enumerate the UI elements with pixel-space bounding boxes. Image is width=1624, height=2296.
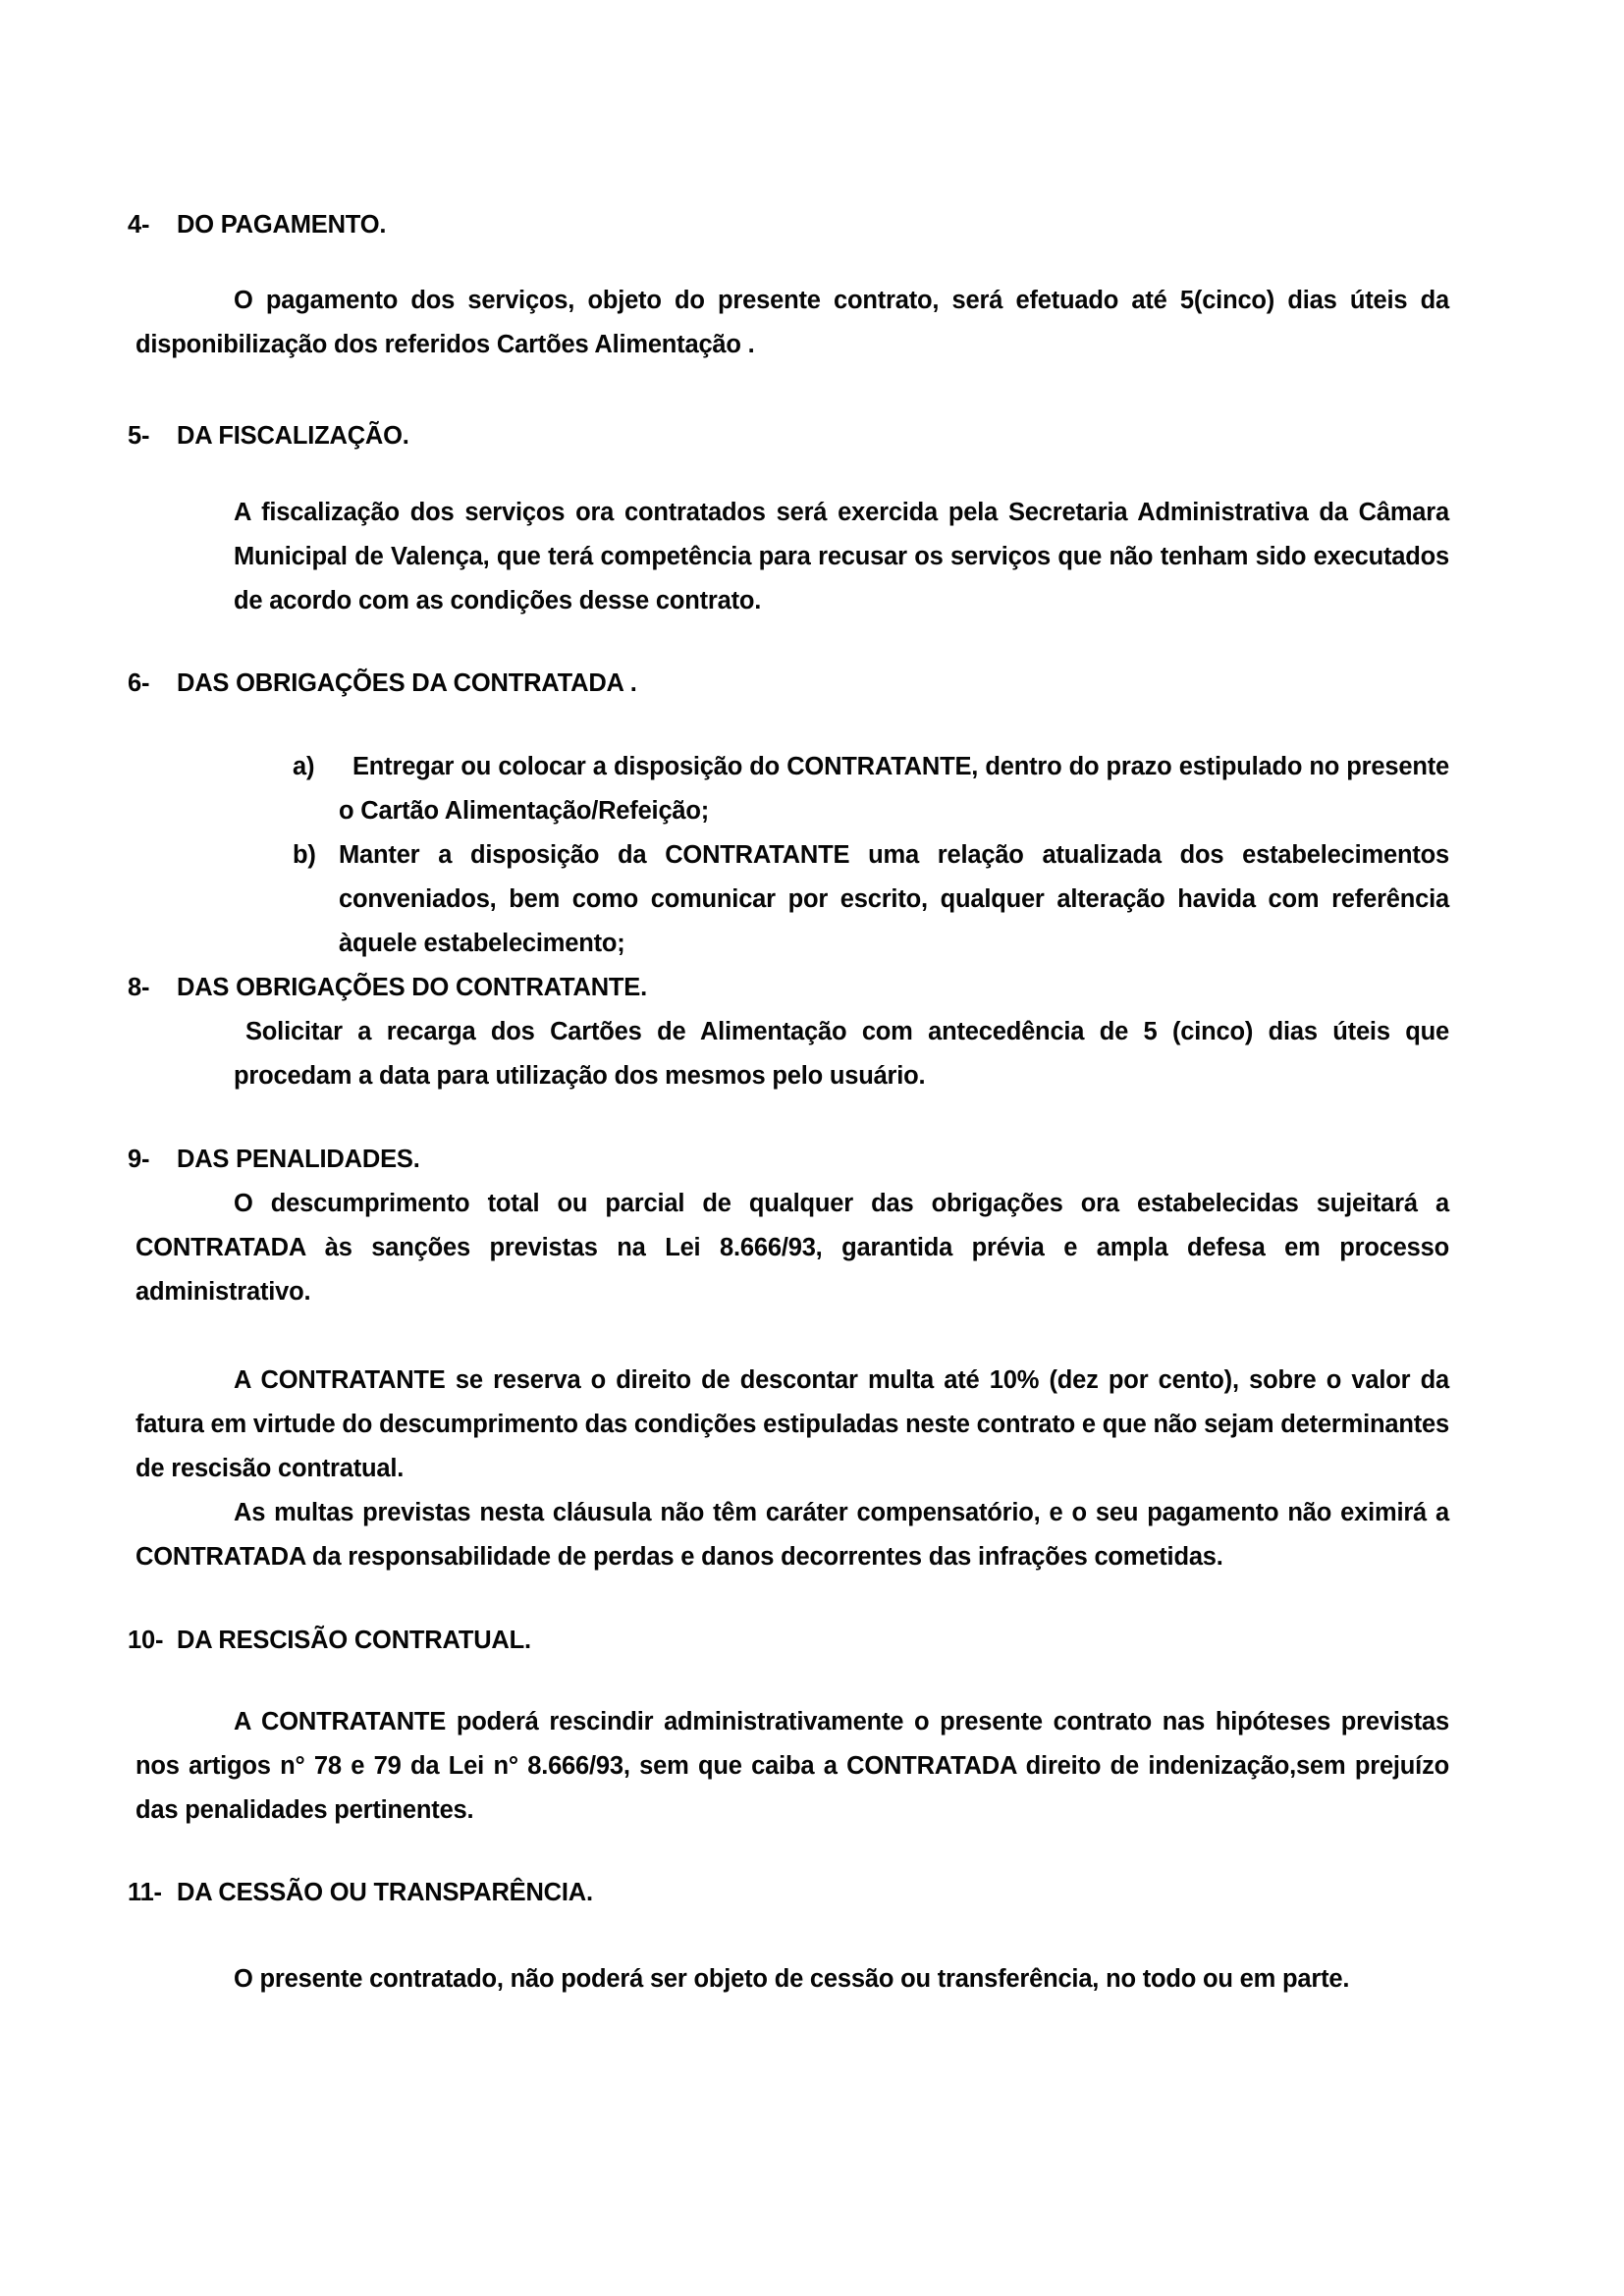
section-9-paragraph-3: As multas previstas nesta cláusula não têm caráter compensatório, e o seu pagamento não eximirá a CONTRATADA da responsabilidade de perdas e danos decorrentes das infrações cometidas. [135,1499,1449,1571]
list-item-a-text: Entregar ou colocar a disposição do CONTRATANTE, dentro do prazo estipulado no presente o Cartão Alimentação/Refeição; [339,753,1449,825]
list-item-b-marker: b) [293,841,316,869]
section-10-paragraph: A CONTRATANTE poderá rescindir administrativamente o presente contrato nas hipóteses previstas nos artigos n° 78 e 79 da Lei n° 8.666/93, sem que caiba a CONTRATADA direito de indenização,sem prejuízo das penalidades pertinentes. [135,1708,1449,1824]
section-10-number: 10- [128,1627,164,1654]
section-9-paragraph-1: O descumprimento total ou parcial de qualquer das obrigações ora estabelecidas sujeitará a CONTRATADA às sanções previstas na Lei 8.666/93, garantida prévia e ampla defesa em processo administrativo. [135,1190,1449,1306]
list-item-a [293,745,1449,833]
section-4-number: 4- [128,211,150,239]
section-6-title: DAS OBRIGAÇÕES DA CONTRATADA . [177,669,637,697]
section-5-number: 5- [128,422,150,450]
section-8-number: 8- [128,974,150,1001]
section-6-heading [128,662,1449,706]
section-5-heading [128,414,1449,458]
section-8-heading [128,966,1449,1010]
section-9-paragraph-2: A CONTRATANTE se reserva o direito de descontar multa até 10% (dez por cento), sobre o valor da fatura em virtude do descumprimento das condições estipuladas neste contrato e que não sejam determinantes de rescisão contratual. [135,1366,1449,1482]
section-6-list [293,745,1449,966]
section-8-paragraph: Solicitar a recarga dos Cartões de Alimentação com antecedência de 5 (cinco) dias úteis que procedam a data para utilização dos mesmos pelo usuário. [234,1018,1449,1090]
section-9-title: DAS PENALIDADES. [177,1146,420,1173]
section-4-paragraph: O pagamento dos serviços, objeto do presente contrato, será efetuado até 5(cinco) dias úteis da disponibilização dos referidos Cartões Alimentação . [135,287,1449,358]
section-4-heading [128,203,1449,247]
section-10-heading [128,1619,1449,1663]
section-9-heading [128,1138,1449,1182]
section-11-paragraph: O presente contratado, não poderá ser objeto de cessão ou transferência, no todo ou em parte. [234,1965,1350,1993]
list-item-a-marker: a) [293,753,315,780]
section-10-title: DA RESCISÃO CONTRATUAL. [177,1627,531,1654]
section-8-title: DAS OBRIGAÇÕES DO CONTRATANTE. [177,974,647,1001]
section-5-title: DA FISCALIZAÇÃO. [177,422,409,450]
section-6-number: 6- [128,669,150,697]
section-11-number: 11- [128,1879,162,1906]
section-9-number: 9- [128,1146,150,1173]
section-5-paragraph: A fiscalização dos serviços ora contratados será exercida pela Secretaria Administrativa da Câmara Municipal de Valença, que terá competência para recusar os serviços que não tenham sido executados de acordo com as condições desse contrato. [234,499,1449,614]
section-4-title: DO PAGAMENTO. [177,211,387,239]
list-item-b [293,833,1449,966]
list-item-b-text: Manter a disposição da CONTRATANTE uma relação atualizada dos estabelecimentos conveniados, bem como comunicar por escrito, qualquer alteração havida com referência àquele estabelecimento; [339,841,1449,957]
section-11-title: DA CESSÃO OU TRANSPARÊNCIA. [177,1879,593,1906]
section-11-heading [128,1871,1449,1915]
